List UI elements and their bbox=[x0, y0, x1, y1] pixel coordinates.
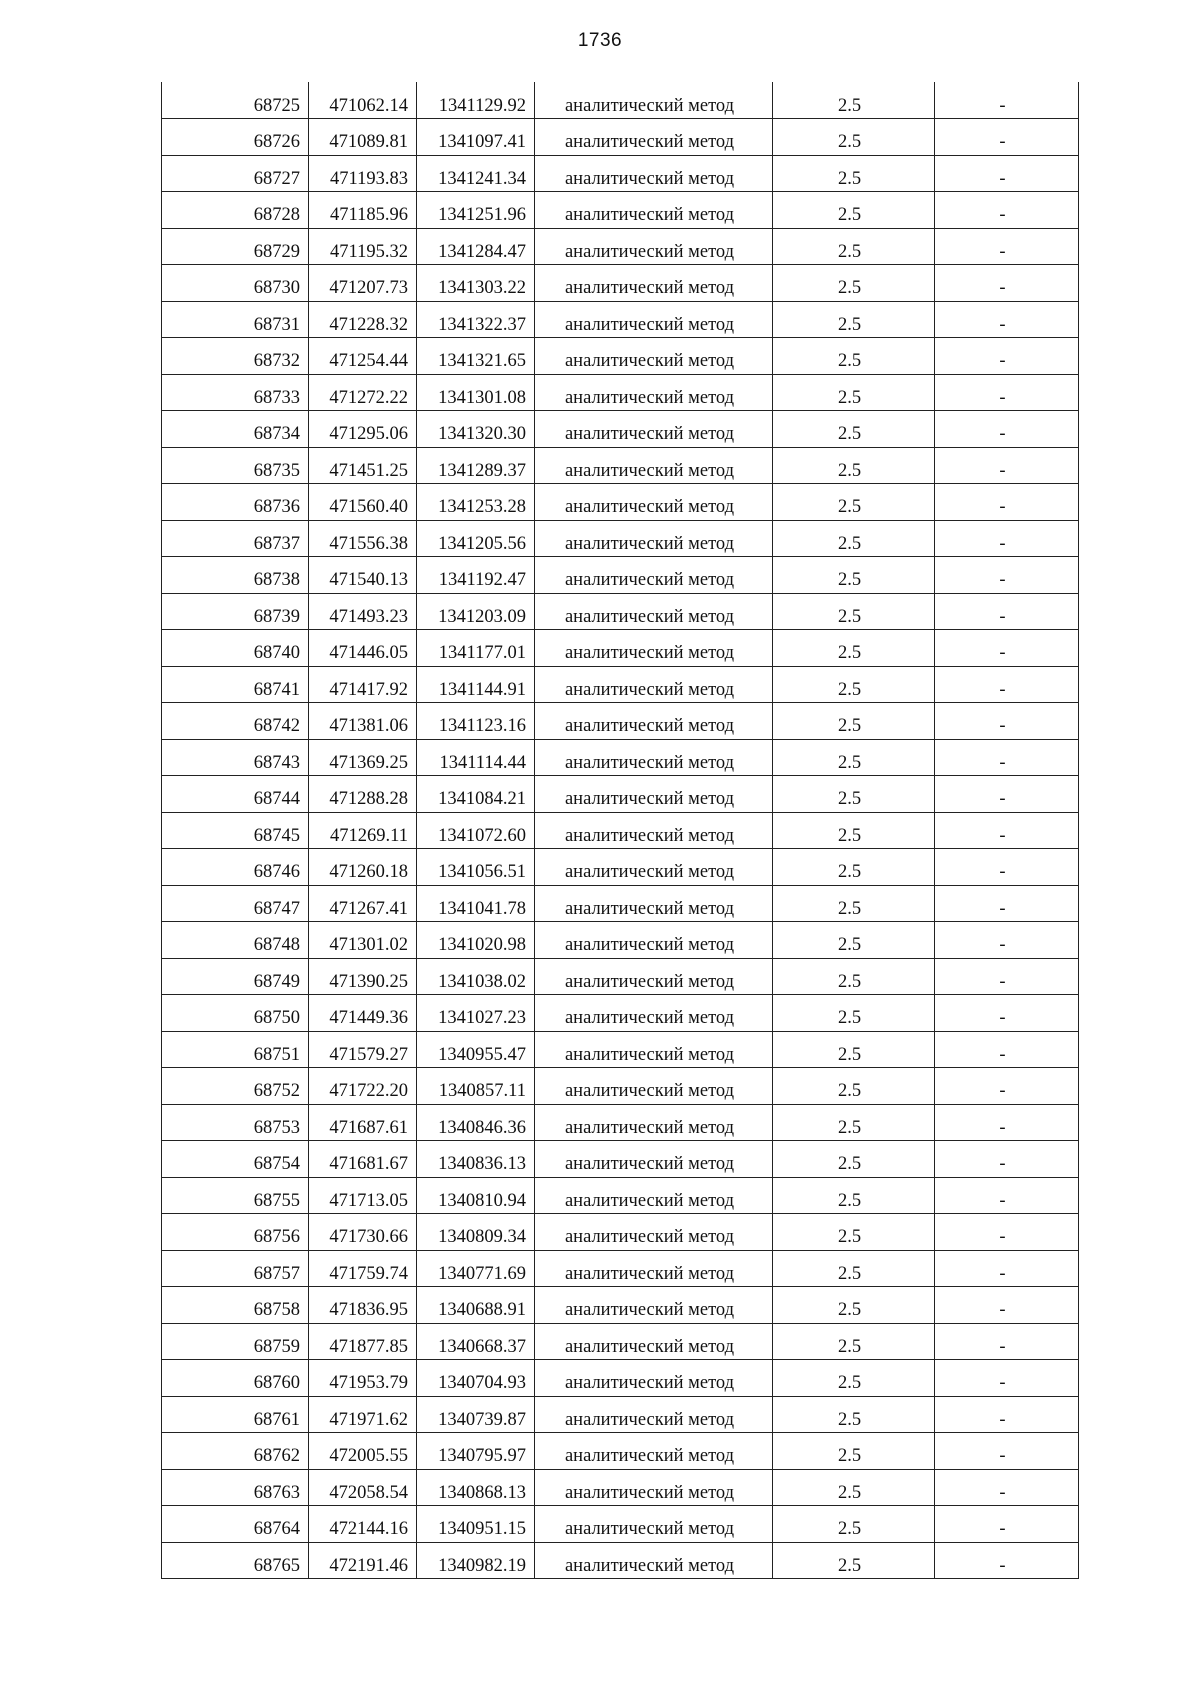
x-coordinate-cell: 471288.28 bbox=[309, 776, 417, 813]
y-coordinate-cell: 1340846.36 bbox=[417, 1104, 535, 1141]
point-number-cell: 68729 bbox=[162, 228, 309, 265]
method-cell: аналитический метод bbox=[535, 228, 773, 265]
table-row bbox=[162, 155, 1079, 192]
table-row bbox=[162, 192, 1079, 229]
point-number-cell: 68735 bbox=[162, 447, 309, 484]
table-row bbox=[162, 739, 1079, 776]
x-coordinate-cell: 472058.54 bbox=[309, 1469, 417, 1506]
point-number-cell: 68752 bbox=[162, 1068, 309, 1105]
table-row bbox=[162, 1214, 1079, 1251]
accuracy-cell: 2.5 bbox=[773, 1287, 935, 1324]
method-cell: аналитический метод bbox=[535, 776, 773, 813]
method-cell: аналитический метод bbox=[535, 958, 773, 995]
y-coordinate-cell: 1341303.22 bbox=[417, 265, 535, 302]
method-cell: аналитический метод bbox=[535, 1068, 773, 1105]
method-cell: аналитический метод bbox=[535, 849, 773, 886]
point-number-cell: 68754 bbox=[162, 1141, 309, 1178]
accuracy-cell: 2.5 bbox=[773, 1396, 935, 1433]
point-number-cell: 68736 bbox=[162, 484, 309, 521]
point-number-cell: 68725 bbox=[162, 82, 309, 119]
method-cell: аналитический метод bbox=[535, 338, 773, 375]
y-coordinate-cell: 1340668.37 bbox=[417, 1323, 535, 1360]
method-cell: аналитический метод bbox=[535, 739, 773, 776]
method-cell: аналитический метод bbox=[535, 484, 773, 521]
note-cell: - bbox=[935, 922, 1079, 959]
note-cell: - bbox=[935, 776, 1079, 813]
y-coordinate-cell: 1340836.13 bbox=[417, 1141, 535, 1178]
x-coordinate-cell: 471295.06 bbox=[309, 411, 417, 448]
point-number-cell: 68751 bbox=[162, 1031, 309, 1068]
accuracy-cell: 2.5 bbox=[773, 265, 935, 302]
y-coordinate-cell: 1341322.37 bbox=[417, 301, 535, 338]
method-cell: аналитический метод bbox=[535, 593, 773, 630]
point-number-cell: 68759 bbox=[162, 1323, 309, 1360]
table-row bbox=[162, 593, 1079, 630]
method-cell: аналитический метод bbox=[535, 1250, 773, 1287]
note-cell: - bbox=[935, 593, 1079, 630]
y-coordinate-cell: 1341056.51 bbox=[417, 849, 535, 886]
y-coordinate-cell: 1341144.91 bbox=[417, 666, 535, 703]
accuracy-cell: 2.5 bbox=[773, 228, 935, 265]
accuracy-cell: 2.5 bbox=[773, 958, 935, 995]
point-number-cell: 68734 bbox=[162, 411, 309, 448]
table-row bbox=[162, 1177, 1079, 1214]
method-cell: аналитический метод bbox=[535, 1177, 773, 1214]
y-coordinate-cell: 1341203.09 bbox=[417, 593, 535, 630]
point-number-cell: 68739 bbox=[162, 593, 309, 630]
table-row bbox=[162, 557, 1079, 594]
table-row bbox=[162, 265, 1079, 302]
method-cell: аналитический метод bbox=[535, 520, 773, 557]
accuracy-cell: 2.5 bbox=[773, 155, 935, 192]
note-cell: - bbox=[935, 447, 1079, 484]
x-coordinate-cell: 471759.74 bbox=[309, 1250, 417, 1287]
x-coordinate-cell: 471446.05 bbox=[309, 630, 417, 667]
y-coordinate-cell: 1341177.01 bbox=[417, 630, 535, 667]
point-number-cell: 68727 bbox=[162, 155, 309, 192]
accuracy-cell: 2.5 bbox=[773, 1433, 935, 1470]
method-cell: аналитический метод bbox=[535, 192, 773, 229]
note-cell: - bbox=[935, 849, 1079, 886]
x-coordinate-cell: 471390.25 bbox=[309, 958, 417, 995]
coordinates-table-body bbox=[162, 82, 1079, 1579]
y-coordinate-cell: 1341027.23 bbox=[417, 995, 535, 1032]
note-cell: - bbox=[935, 1068, 1079, 1105]
accuracy-cell: 2.5 bbox=[773, 1250, 935, 1287]
y-coordinate-cell: 1341301.08 bbox=[417, 374, 535, 411]
accuracy-cell: 2.5 bbox=[773, 374, 935, 411]
method-cell: аналитический метод bbox=[535, 82, 773, 119]
note-cell: - bbox=[935, 484, 1079, 521]
y-coordinate-cell: 1340795.97 bbox=[417, 1433, 535, 1470]
x-coordinate-cell: 471195.32 bbox=[309, 228, 417, 265]
table-row bbox=[162, 1250, 1079, 1287]
x-coordinate-cell: 472191.46 bbox=[309, 1542, 417, 1579]
y-coordinate-cell: 1341020.98 bbox=[417, 922, 535, 959]
x-coordinate-cell: 471722.20 bbox=[309, 1068, 417, 1105]
y-coordinate-cell: 1341321.65 bbox=[417, 338, 535, 375]
accuracy-cell: 2.5 bbox=[773, 301, 935, 338]
table-row bbox=[162, 301, 1079, 338]
point-number-cell: 68732 bbox=[162, 338, 309, 375]
y-coordinate-cell: 1340739.87 bbox=[417, 1396, 535, 1433]
note-cell: - bbox=[935, 119, 1079, 156]
y-coordinate-cell: 1341289.37 bbox=[417, 447, 535, 484]
accuracy-cell: 2.5 bbox=[773, 411, 935, 448]
method-cell: аналитический метод bbox=[535, 666, 773, 703]
method-cell: аналитический метод bbox=[535, 1396, 773, 1433]
y-coordinate-cell: 1341123.16 bbox=[417, 703, 535, 740]
note-cell: - bbox=[935, 703, 1079, 740]
note-cell: - bbox=[935, 1323, 1079, 1360]
y-coordinate-cell: 1341241.34 bbox=[417, 155, 535, 192]
table-row bbox=[162, 411, 1079, 448]
note-cell: - bbox=[935, 1433, 1079, 1470]
note-cell: - bbox=[935, 666, 1079, 703]
method-cell: аналитический метод bbox=[535, 1542, 773, 1579]
table-row bbox=[162, 995, 1079, 1032]
accuracy-cell: 2.5 bbox=[773, 520, 935, 557]
x-coordinate-cell: 471556.38 bbox=[309, 520, 417, 557]
note-cell: - bbox=[935, 1360, 1079, 1397]
y-coordinate-cell: 1340810.94 bbox=[417, 1177, 535, 1214]
table-row bbox=[162, 885, 1079, 922]
point-number-cell: 68765 bbox=[162, 1542, 309, 1579]
accuracy-cell: 2.5 bbox=[773, 1031, 935, 1068]
accuracy-cell: 2.5 bbox=[773, 1177, 935, 1214]
method-cell: аналитический метод bbox=[535, 1506, 773, 1543]
method-cell: аналитический метод bbox=[535, 885, 773, 922]
x-coordinate-cell: 471687.61 bbox=[309, 1104, 417, 1141]
accuracy-cell: 2.5 bbox=[773, 82, 935, 119]
x-coordinate-cell: 471953.79 bbox=[309, 1360, 417, 1397]
point-number-cell: 68733 bbox=[162, 374, 309, 411]
method-cell: аналитический метод bbox=[535, 922, 773, 959]
method-cell: аналитический метод bbox=[535, 1141, 773, 1178]
x-coordinate-cell: 471369.25 bbox=[309, 739, 417, 776]
point-number-cell: 68746 bbox=[162, 849, 309, 886]
method-cell: аналитический метод bbox=[535, 1360, 773, 1397]
accuracy-cell: 2.5 bbox=[773, 885, 935, 922]
y-coordinate-cell: 1341320.30 bbox=[417, 411, 535, 448]
note-cell: - bbox=[935, 228, 1079, 265]
y-coordinate-cell: 1340771.69 bbox=[417, 1250, 535, 1287]
table-row bbox=[162, 1542, 1079, 1579]
note-cell: - bbox=[935, 1287, 1079, 1324]
accuracy-cell: 2.5 bbox=[773, 776, 935, 813]
note-cell: - bbox=[935, 1177, 1079, 1214]
y-coordinate-cell: 1340857.11 bbox=[417, 1068, 535, 1105]
note-cell: - bbox=[935, 374, 1079, 411]
y-coordinate-cell: 1340982.19 bbox=[417, 1542, 535, 1579]
x-coordinate-cell: 471301.02 bbox=[309, 922, 417, 959]
note-cell: - bbox=[935, 82, 1079, 119]
point-number-cell: 68742 bbox=[162, 703, 309, 740]
table-row bbox=[162, 1506, 1079, 1543]
note-cell: - bbox=[935, 520, 1079, 557]
y-coordinate-cell: 1340809.34 bbox=[417, 1214, 535, 1251]
accuracy-cell: 2.5 bbox=[773, 1104, 935, 1141]
method-cell: аналитический метод bbox=[535, 155, 773, 192]
table-row bbox=[162, 849, 1079, 886]
note-cell: - bbox=[935, 265, 1079, 302]
accuracy-cell: 2.5 bbox=[773, 1068, 935, 1105]
method-cell: аналитический метод bbox=[535, 1214, 773, 1251]
point-number-cell: 68743 bbox=[162, 739, 309, 776]
point-number-cell: 68762 bbox=[162, 1433, 309, 1470]
method-cell: аналитический метод bbox=[535, 812, 773, 849]
point-number-cell: 68741 bbox=[162, 666, 309, 703]
table-row bbox=[162, 1469, 1079, 1506]
accuracy-cell: 2.5 bbox=[773, 739, 935, 776]
note-cell: - bbox=[935, 995, 1079, 1032]
method-cell: аналитический метод bbox=[535, 630, 773, 667]
accuracy-cell: 2.5 bbox=[773, 1506, 935, 1543]
x-coordinate-cell: 471260.18 bbox=[309, 849, 417, 886]
y-coordinate-cell: 1341084.21 bbox=[417, 776, 535, 813]
x-coordinate-cell: 471836.95 bbox=[309, 1287, 417, 1324]
accuracy-cell: 2.5 bbox=[773, 666, 935, 703]
method-cell: аналитический метод bbox=[535, 1469, 773, 1506]
point-number-cell: 68745 bbox=[162, 812, 309, 849]
point-number-cell: 68758 bbox=[162, 1287, 309, 1324]
table-row bbox=[162, 484, 1079, 521]
x-coordinate-cell: 471269.11 bbox=[309, 812, 417, 849]
note-cell: - bbox=[935, 1542, 1079, 1579]
note-cell: - bbox=[935, 812, 1079, 849]
x-coordinate-cell: 471228.32 bbox=[309, 301, 417, 338]
x-coordinate-cell: 471451.25 bbox=[309, 447, 417, 484]
table-row bbox=[162, 1360, 1079, 1397]
table-row bbox=[162, 703, 1079, 740]
x-coordinate-cell: 471681.67 bbox=[309, 1141, 417, 1178]
accuracy-cell: 2.5 bbox=[773, 1214, 935, 1251]
point-number-cell: 68747 bbox=[162, 885, 309, 922]
table-row bbox=[162, 338, 1079, 375]
point-number-cell: 68726 bbox=[162, 119, 309, 156]
accuracy-cell: 2.5 bbox=[773, 630, 935, 667]
note-cell: - bbox=[935, 301, 1079, 338]
accuracy-cell: 2.5 bbox=[773, 922, 935, 959]
y-coordinate-cell: 1341251.96 bbox=[417, 192, 535, 229]
method-cell: аналитический метод bbox=[535, 1104, 773, 1141]
accuracy-cell: 2.5 bbox=[773, 1542, 935, 1579]
note-cell: - bbox=[935, 1469, 1079, 1506]
accuracy-cell: 2.5 bbox=[773, 593, 935, 630]
table-row bbox=[162, 922, 1079, 959]
x-coordinate-cell: 471971.62 bbox=[309, 1396, 417, 1433]
accuracy-cell: 2.5 bbox=[773, 1141, 935, 1178]
note-cell: - bbox=[935, 739, 1079, 776]
table-row bbox=[162, 1323, 1079, 1360]
table-row bbox=[162, 1396, 1079, 1433]
page-number: 1736 bbox=[577, 30, 623, 51]
accuracy-cell: 2.5 bbox=[773, 447, 935, 484]
table-row bbox=[162, 228, 1079, 265]
y-coordinate-cell: 1340951.15 bbox=[417, 1506, 535, 1543]
y-coordinate-cell: 1341038.02 bbox=[417, 958, 535, 995]
accuracy-cell: 2.5 bbox=[773, 1469, 935, 1506]
method-cell: аналитический метод bbox=[535, 1287, 773, 1324]
table-row bbox=[162, 1031, 1079, 1068]
x-coordinate-cell: 471449.36 bbox=[309, 995, 417, 1032]
x-coordinate-cell: 471062.14 bbox=[309, 82, 417, 119]
point-number-cell: 68749 bbox=[162, 958, 309, 995]
point-number-cell: 68730 bbox=[162, 265, 309, 302]
x-coordinate-cell: 471579.27 bbox=[309, 1031, 417, 1068]
point-number-cell: 68748 bbox=[162, 922, 309, 959]
note-cell: - bbox=[935, 1396, 1079, 1433]
note-cell: - bbox=[935, 192, 1079, 229]
point-number-cell: 68757 bbox=[162, 1250, 309, 1287]
accuracy-cell: 2.5 bbox=[773, 1360, 935, 1397]
accuracy-cell: 2.5 bbox=[773, 812, 935, 849]
point-number-cell: 68740 bbox=[162, 630, 309, 667]
x-coordinate-cell: 472144.16 bbox=[309, 1506, 417, 1543]
note-cell: - bbox=[935, 1104, 1079, 1141]
method-cell: аналитический метод bbox=[535, 301, 773, 338]
x-coordinate-cell: 471540.13 bbox=[309, 557, 417, 594]
note-cell: - bbox=[935, 885, 1079, 922]
table-row bbox=[162, 119, 1079, 156]
table-row bbox=[162, 958, 1079, 995]
point-number-cell: 68755 bbox=[162, 1177, 309, 1214]
point-number-cell: 68738 bbox=[162, 557, 309, 594]
note-cell: - bbox=[935, 1506, 1079, 1543]
y-coordinate-cell: 1341129.92 bbox=[417, 82, 535, 119]
y-coordinate-cell: 1340688.91 bbox=[417, 1287, 535, 1324]
point-number-cell: 68764 bbox=[162, 1506, 309, 1543]
x-coordinate-cell: 471185.96 bbox=[309, 192, 417, 229]
x-coordinate-cell: 471272.22 bbox=[309, 374, 417, 411]
table-row bbox=[162, 520, 1079, 557]
note-cell: - bbox=[935, 557, 1079, 594]
note-cell: - bbox=[935, 958, 1079, 995]
note-cell: - bbox=[935, 411, 1079, 448]
accuracy-cell: 2.5 bbox=[773, 192, 935, 229]
method-cell: аналитический метод bbox=[535, 1433, 773, 1470]
accuracy-cell: 2.5 bbox=[773, 557, 935, 594]
accuracy-cell: 2.5 bbox=[773, 849, 935, 886]
y-coordinate-cell: 1341253.28 bbox=[417, 484, 535, 521]
method-cell: аналитический метод bbox=[535, 557, 773, 594]
table-row bbox=[162, 666, 1079, 703]
table-row bbox=[162, 1287, 1079, 1324]
note-cell: - bbox=[935, 1214, 1079, 1251]
y-coordinate-cell: 1341114.44 bbox=[417, 739, 535, 776]
table-row bbox=[162, 812, 1079, 849]
accuracy-cell: 2.5 bbox=[773, 703, 935, 740]
y-coordinate-cell: 1340704.93 bbox=[417, 1360, 535, 1397]
point-number-cell: 68763 bbox=[162, 1469, 309, 1506]
point-number-cell: 68761 bbox=[162, 1396, 309, 1433]
note-cell: - bbox=[935, 1031, 1079, 1068]
accuracy-cell: 2.5 bbox=[773, 338, 935, 375]
x-coordinate-cell: 471493.23 bbox=[309, 593, 417, 630]
note-cell: - bbox=[935, 338, 1079, 375]
x-coordinate-cell: 471713.05 bbox=[309, 1177, 417, 1214]
method-cell: аналитический метод bbox=[535, 119, 773, 156]
point-number-cell: 68756 bbox=[162, 1214, 309, 1251]
accuracy-cell: 2.5 bbox=[773, 484, 935, 521]
x-coordinate-cell: 471560.40 bbox=[309, 484, 417, 521]
y-coordinate-cell: 1341192.47 bbox=[417, 557, 535, 594]
x-coordinate-cell: 471267.41 bbox=[309, 885, 417, 922]
coordinates-table bbox=[161, 82, 1079, 1579]
table-row bbox=[162, 1141, 1079, 1178]
accuracy-cell: 2.5 bbox=[773, 1323, 935, 1360]
table-row bbox=[162, 82, 1079, 119]
x-coordinate-cell: 471381.06 bbox=[309, 703, 417, 740]
x-coordinate-cell: 471193.83 bbox=[309, 155, 417, 192]
x-coordinate-cell: 471417.92 bbox=[309, 666, 417, 703]
table-row bbox=[162, 374, 1079, 411]
table-row bbox=[162, 1104, 1079, 1141]
table-row bbox=[162, 1068, 1079, 1105]
x-coordinate-cell: 471254.44 bbox=[309, 338, 417, 375]
accuracy-cell: 2.5 bbox=[773, 119, 935, 156]
method-cell: аналитический метод bbox=[535, 447, 773, 484]
note-cell: - bbox=[935, 630, 1079, 667]
x-coordinate-cell: 471730.66 bbox=[309, 1214, 417, 1251]
x-coordinate-cell: 471877.85 bbox=[309, 1323, 417, 1360]
y-coordinate-cell: 1341205.56 bbox=[417, 520, 535, 557]
y-coordinate-cell: 1340868.13 bbox=[417, 1469, 535, 1506]
method-cell: аналитический метод bbox=[535, 703, 773, 740]
y-coordinate-cell: 1340955.47 bbox=[417, 1031, 535, 1068]
table-row bbox=[162, 1433, 1079, 1470]
note-cell: - bbox=[935, 155, 1079, 192]
note-cell: - bbox=[935, 1141, 1079, 1178]
table-row bbox=[162, 447, 1079, 484]
method-cell: аналитический метод bbox=[535, 1031, 773, 1068]
method-cell: аналитический метод bbox=[535, 411, 773, 448]
point-number-cell: 68760 bbox=[162, 1360, 309, 1397]
x-coordinate-cell: 472005.55 bbox=[309, 1433, 417, 1470]
table-row bbox=[162, 776, 1079, 813]
method-cell: аналитический метод bbox=[535, 1323, 773, 1360]
y-coordinate-cell: 1341041.78 bbox=[417, 885, 535, 922]
method-cell: аналитический метод bbox=[535, 265, 773, 302]
point-number-cell: 68750 bbox=[162, 995, 309, 1032]
note-cell: - bbox=[935, 1250, 1079, 1287]
y-coordinate-cell: 1341284.47 bbox=[417, 228, 535, 265]
y-coordinate-cell: 1341097.41 bbox=[417, 119, 535, 156]
x-coordinate-cell: 471207.73 bbox=[309, 265, 417, 302]
method-cell: аналитический метод bbox=[535, 374, 773, 411]
table-row bbox=[162, 630, 1079, 667]
point-number-cell: 68737 bbox=[162, 520, 309, 557]
method-cell: аналитический метод bbox=[535, 995, 773, 1032]
y-coordinate-cell: 1341072.60 bbox=[417, 812, 535, 849]
point-number-cell: 68728 bbox=[162, 192, 309, 229]
point-number-cell: 68744 bbox=[162, 776, 309, 813]
accuracy-cell: 2.5 bbox=[773, 995, 935, 1032]
point-number-cell: 68753 bbox=[162, 1104, 309, 1141]
point-number-cell: 68731 bbox=[162, 301, 309, 338]
x-coordinate-cell: 471089.81 bbox=[309, 119, 417, 156]
